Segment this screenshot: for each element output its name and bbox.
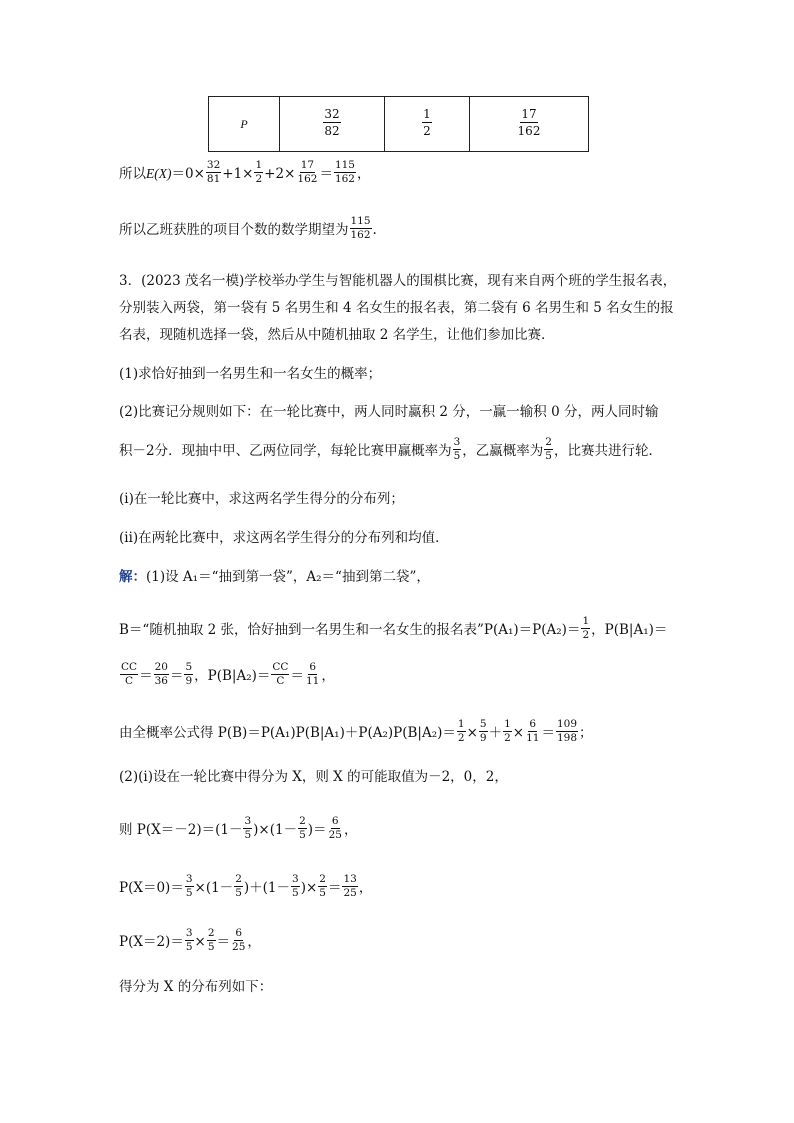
solution-line	[119, 718, 694, 746]
denominator: 2	[423, 123, 431, 138]
fraction	[453, 437, 462, 462]
denominator: 11	[526, 732, 540, 744]
denominator: 5	[319, 887, 326, 899]
denominator: 5	[244, 829, 252, 841]
text: 积－2分．现抽中甲、乙两位同学，每轮比赛甲赢概率为	[119, 443, 452, 459]
fraction	[556, 719, 578, 744]
text: 所以	[119, 166, 146, 182]
numerator: 17	[521, 106, 537, 121]
text: ；	[579, 725, 593, 741]
question-2-ii: (ⅱ)在两轮比赛中，求这两名学生得分的分布列和均值．	[119, 530, 449, 546]
text: 由全概率公式得 P(B)＝P(A₁)P(B|A₁)＋P(A₂)P(B|A₂)＝	[119, 725, 456, 741]
text: (1)设 A₁＝“抽到第一袋”，A₂＝“抽到第二袋”，	[146, 569, 430, 585]
fraction	[296, 160, 318, 185]
table-cell	[385, 97, 470, 152]
text: ，P(B|A₁)＝	[591, 622, 668, 638]
denominator: 2	[457, 732, 465, 744]
numerator: 6	[235, 927, 243, 939]
solution-line	[119, 615, 694, 643]
text: ×	[512, 725, 525, 741]
text: )＋(1－	[243, 880, 290, 896]
numerator: 3	[453, 436, 461, 448]
denominator: C	[125, 675, 134, 687]
fraction	[231, 928, 246, 953]
denominator: 25	[232, 941, 246, 953]
fraction	[184, 662, 193, 687]
text: .	[372, 222, 377, 238]
expectation-line	[119, 159, 694, 187]
numerator: 1	[255, 159, 263, 171]
table-row	[209, 97, 589, 152]
text: ＝	[327, 880, 342, 896]
fraction	[503, 719, 512, 744]
text: +1×	[222, 166, 254, 182]
solution-label: 解：	[119, 569, 146, 585]
text: ，	[356, 166, 371, 182]
text: ×(1－	[194, 880, 234, 896]
fraction	[185, 928, 194, 953]
conclusion-line	[119, 215, 694, 243]
text: ，	[343, 822, 358, 838]
numerator: 3	[244, 815, 252, 827]
text: ＝	[139, 668, 153, 684]
text: ×	[466, 725, 478, 741]
fraction	[328, 816, 343, 841]
denominator: 81	[206, 173, 221, 185]
numerator: 1	[457, 718, 465, 730]
denominator: 198	[556, 732, 577, 744]
fraction	[544, 437, 553, 462]
denominator: 162	[517, 123, 541, 138]
text: ＝	[169, 668, 184, 684]
numerator: 5	[479, 718, 487, 730]
denominator: 5	[453, 450, 461, 462]
fraction	[334, 160, 356, 185]
fraction	[271, 662, 289, 687]
numerator: 6	[309, 661, 316, 673]
denominator: 5	[185, 887, 193, 899]
solution-line: (2)(ⅰ)设在一轮比赛中得分为 X，则 X 的可能取值为－2，0，2，	[119, 769, 508, 785]
denominator: 36	[154, 675, 168, 687]
text: ，乙赢概率为	[462, 443, 544, 459]
numerator: 6	[529, 718, 537, 730]
denominator: 9	[479, 732, 487, 744]
text: )＝	[307, 822, 327, 838]
fraction	[206, 160, 221, 185]
text: P(X＝2)＝	[119, 934, 184, 950]
text: ＝	[541, 725, 555, 741]
fraction	[457, 719, 466, 744]
denominator: 2	[582, 629, 590, 641]
fraction	[234, 874, 243, 899]
text: ＝0×	[171, 166, 205, 182]
text: P(X＝0)＝	[119, 880, 184, 896]
text: ×	[194, 934, 206, 950]
text: B＝“随机抽取 2 张，恰好抽到一名男生和一名女生的报名表”P(A₁)＝P(A₂)＝	[119, 622, 581, 638]
numerator: 2	[319, 873, 326, 885]
text: ＝	[290, 668, 304, 684]
denominator: 11	[305, 675, 320, 687]
text: 则 P(X＝－2)＝(1－	[119, 822, 243, 838]
fraction	[207, 928, 216, 953]
numerator: 1	[582, 615, 590, 627]
numerator: 3	[292, 873, 299, 885]
fraction	[525, 719, 540, 744]
fraction	[318, 874, 327, 899]
text: +2×	[264, 166, 296, 182]
solution-line	[119, 815, 694, 843]
denominator: 5	[207, 941, 215, 953]
text: )×	[300, 880, 318, 896]
fraction	[350, 216, 372, 241]
denominator: 5	[299, 829, 306, 841]
numerator: 32	[206, 159, 221, 171]
numerator: 17	[300, 159, 315, 171]
numerator: 2	[235, 873, 242, 885]
text: ，	[321, 668, 335, 684]
text: )×(1－	[253, 822, 298, 838]
table-cell	[280, 97, 385, 152]
solution-line	[119, 927, 694, 955]
numerator: 5	[185, 661, 193, 673]
fraction	[342, 874, 357, 899]
fraction	[254, 160, 263, 185]
fraction	[422, 107, 432, 138]
fraction	[305, 662, 320, 687]
table-cell	[470, 97, 589, 152]
denominator: 82	[324, 123, 340, 138]
denominator: 162	[334, 173, 355, 185]
numerator: 109	[556, 718, 577, 730]
numerator: 2	[299, 815, 306, 827]
question-2: (2)比赛记分规则如下：在一轮比赛中，两人同时赢积 2 分，一赢一输积 0 分，两人同时输	[119, 404, 659, 420]
numerator: 2	[207, 927, 215, 939]
denominator: 25	[343, 887, 357, 899]
text: ，	[247, 934, 261, 950]
fraction	[581, 616, 590, 641]
fraction	[154, 662, 169, 687]
denominator: 162	[297, 173, 318, 185]
text: ，比赛共进行轮．	[553, 443, 662, 459]
numerator: 115	[334, 159, 355, 171]
numerator: 1	[423, 106, 431, 121]
text: 所以乙班获胜的项目个数的数学期望为	[119, 222, 349, 238]
text: ＝	[216, 934, 231, 950]
denominator: 9	[185, 675, 193, 687]
table-label-cell	[209, 97, 280, 152]
numerator: CC	[272, 661, 289, 673]
fraction	[185, 874, 194, 899]
text: ＝	[319, 166, 333, 182]
solution-line	[119, 873, 694, 901]
text: ，	[358, 880, 373, 896]
numerator: 1	[504, 718, 511, 730]
solution-line: 得分为 X 的分布列如下：	[119, 979, 273, 995]
denominator: 25	[328, 829, 342, 841]
fraction	[120, 662, 138, 687]
numerator: 3	[185, 927, 193, 939]
numerator: CC	[121, 661, 138, 673]
question-2-cont	[119, 436, 694, 464]
numerator: 2	[545, 436, 552, 448]
numerator: 3	[185, 873, 193, 885]
problem-line: 3．(2023 茂名一模)学校举办学生与智能机器人的围棋比赛，现有来自两个班的学生报名表，	[119, 273, 677, 289]
distribution-table	[208, 96, 589, 152]
fraction	[517, 107, 542, 138]
numerator: 13	[343, 873, 357, 885]
numerator: 115	[350, 215, 371, 227]
expectation-symbol: E(X)	[146, 166, 172, 181]
numerator: 32	[324, 106, 340, 121]
denominator: 2	[504, 732, 511, 744]
question-1: (1)求恰好抽到一名男生和一名女生的概率；	[119, 366, 382, 382]
fraction	[298, 816, 307, 841]
denominator: 5	[545, 450, 552, 462]
numerator: 6	[331, 815, 339, 827]
denominator: 5	[292, 887, 299, 899]
fraction	[323, 107, 340, 138]
solution-line	[119, 661, 694, 689]
denominator: 5	[185, 941, 193, 953]
solution-line	[119, 567, 694, 587]
question-2-i: (ⅰ)在一轮比赛中，求这两名学生得分的分布列；	[119, 491, 404, 507]
fraction	[243, 816, 252, 841]
denominator: 162	[350, 229, 371, 241]
problem-line: 名表，现随机选择一袋，然后从中随机抽取 2 名学生，让他们参加比赛．	[119, 327, 555, 343]
denominator: C	[276, 675, 285, 687]
numerator: 20	[154, 661, 168, 673]
text: ＋	[488, 725, 503, 741]
denominator: 2	[255, 173, 263, 185]
fraction	[291, 874, 300, 899]
fraction	[479, 719, 488, 744]
problem-line: 分别装入两袋，第一袋有 5 名男生和 4 名女生的报名表，第二袋有 6 名男生和 5 名女生的报	[119, 300, 674, 316]
text: ，P(B|A₂)＝	[194, 668, 271, 684]
denominator: 5	[235, 887, 242, 899]
table-label: P	[240, 116, 248, 131]
